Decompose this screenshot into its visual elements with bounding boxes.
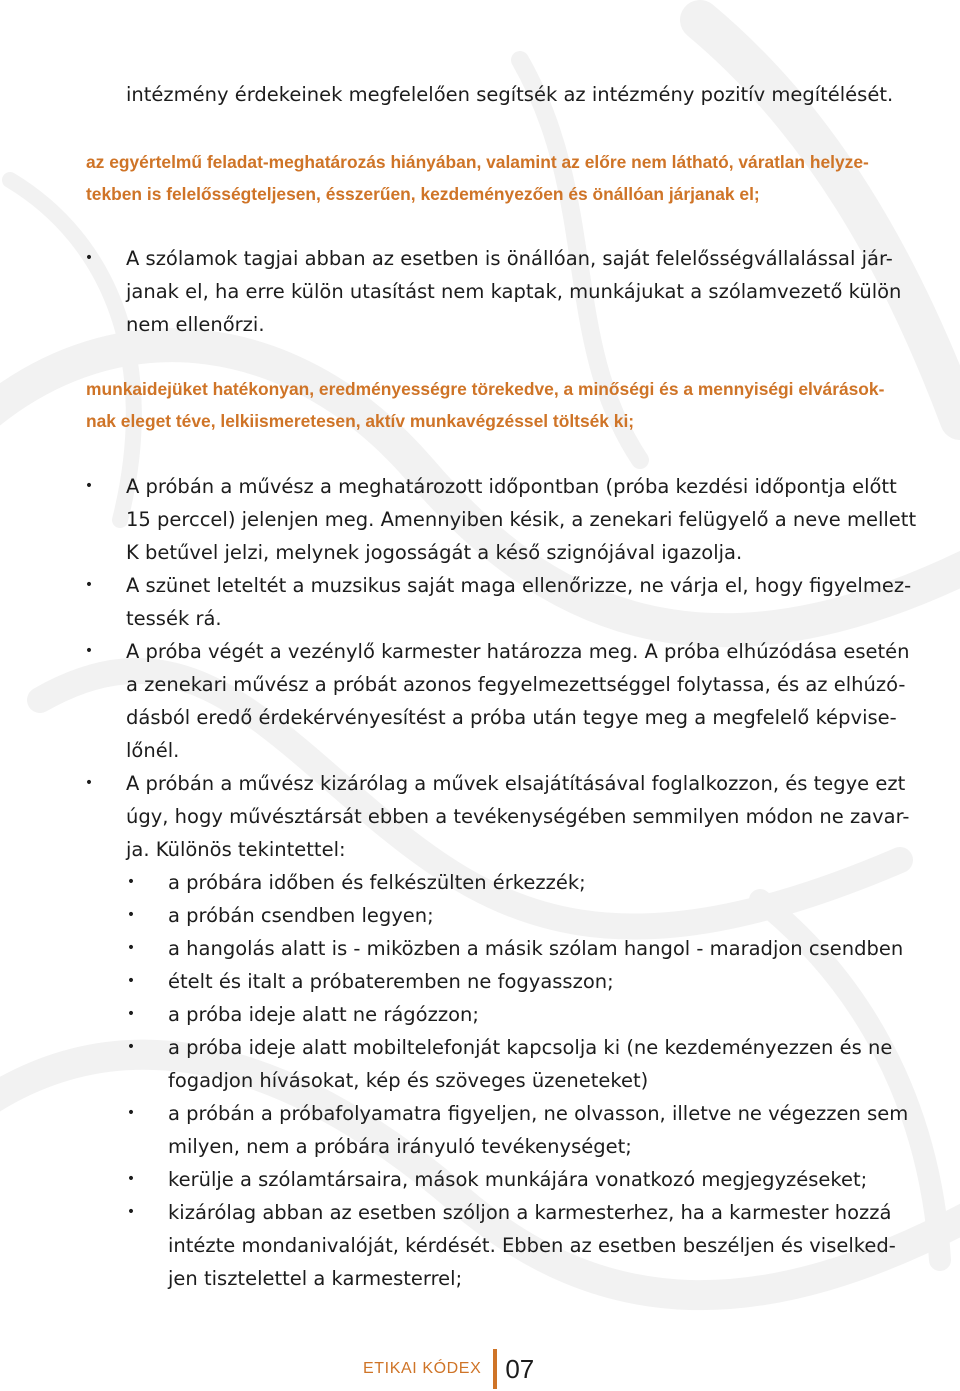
list-item [84,470,917,569]
continuation-text: intézmény érdekeinek megfelelően segítsék az intézmény pozitív megítélését. [126,83,894,106]
bullet-icon: • [126,1171,136,1187]
list-item-line: kerülje a szólamtársaira, mások munkájára vonatkozó megjegyzéseket; [168,1168,868,1191]
bullet-icon: • [126,874,136,890]
bullet-icon: • [84,577,94,593]
list-item-line: a próbára időben és felkészülten érkezzék; [168,871,586,894]
list-item-line: milyen, nem a próbára irányuló tevékenységet; [168,1135,632,1158]
bullet-icon: • [84,250,94,266]
list-item [126,965,896,998]
bullet-icon: • [126,1039,136,1055]
bullet-icon: • [84,643,94,659]
bullet-icon: • [84,478,94,494]
page-number: 07 [505,1353,535,1384]
footer-divider [493,1349,497,1389]
bullet-icon: • [84,775,94,791]
list-item-line: ételt és italt a próbateremben ne fogyasszon; [168,970,614,993]
heading-line: nak eleget téve, lelkiismeretesen, aktív munkavégzéssel töltsék ki; [86,411,635,431]
bullet-list-2 [84,470,917,1295]
list-item-line: a próbán a próbafolyamatra figyeljen, ne olvasson, illetve ne végezzen sem [168,1102,909,1125]
bullet-icon: • [126,940,136,956]
list-item [126,1097,909,1163]
heading-line: tekben is felelősségteljesen, ésszerűen, kezdeményezően és önállóan járjanak el; [86,184,760,204]
list-item-line: jen tisztelettel a karmesterrel; [168,1267,463,1290]
heading-line: az egyértelmű feladat-meghatározás hiányában, valamint az előre nem látható, váratlan helyze- [86,152,869,172]
list-item-line: intézte mondanivalóját, kérdését. Ebben az esetben beszéljen és viselked- [168,1234,896,1257]
list-item-line: tessék rá. [126,607,222,630]
list-item-line: ja. Különös tekintettel: [126,838,346,861]
list-item-line: A próbán a művész kizárólag a művek elsajátításával foglalkozzon, és tegye ezt [126,772,906,795]
list-item [126,998,896,1031]
list-item-line: 15 perccel) jelenjen meg. Amennyiben késik, a zenekari felügyelő a neve mellett [126,508,917,531]
footer-title: ETIKAI KÓDEX [363,1360,482,1377]
bullet-icon: • [126,1105,136,1121]
bullet-icon: • [126,1006,136,1022]
list-item-line: A próbán a művész a meghatározott időpontban (próba kezdési időpontja előtt [126,475,897,498]
list-item-line: kizárólag abban az esetben szóljon a karmesterhez, ha a karmester hozzá [168,1201,892,1224]
list-item-line: úgy, hogy művésztársát ebben a tevékenységében semmilyen módon ne zavar- [126,805,910,828]
list-item [126,1196,896,1295]
list-item-line: lőnél. [126,739,180,762]
bullet-icon: • [126,1204,136,1220]
bullet-icon: • [126,973,136,989]
list-item [84,767,910,1295]
list-item-line: dásból eredő érdekérvényesítést a próba után tegye meg a megfelelő képvise- [126,706,897,729]
list-item-line: a próba ideje alatt ne rágózzon; [168,1003,479,1026]
list-item [126,1031,896,1097]
list-item-line: K betűvel jelzi, melynek jogosságát a késő szignójával igazolja. [126,541,743,564]
list-item-line: a próba ideje alatt mobiltelefonját kapcsolja ki (ne kezdeményezzen és ne [168,1036,893,1059]
bullet-list-1 [84,242,902,341]
list-item [126,932,904,965]
list-item-line: fogadjon hívásokat, kép és szöveges üzeneteket) [168,1069,649,1092]
list-item-line: A szólamok tagjai abban az esetben is önállóan, saját felelősségvállalással jár- [126,247,893,270]
list-item-line: a próbán csendben legyen; [168,904,434,927]
list-item-line: janak el, ha erre külön utasítást nem kaptak, munkájukat a szólamvezető külön [126,280,902,303]
nested-bullet-list [126,866,909,1295]
list-item [84,242,902,341]
list-item-line: A próba végét a vezénylő karmester határozza meg. A próba elhúzódása esetén [126,640,910,663]
list-item [84,569,912,635]
list-item [126,899,896,932]
list-item [126,866,896,899]
heading-line: munkaidejüket hatékonyan, eredményességre törekedve, a minőségi és a mennyiségi elvárások- [86,379,885,399]
list-item [126,1163,896,1196]
list-item-line: A szünet leteltét a muzsikus saját maga ellenőrizze, ne várja el, hogy figyelmez- [126,574,912,597]
list-item-line: a zenekari művész a próbát azonos fegyelmezettséggel folytassa, és az elhúzó- [126,673,906,696]
list-item-line: a hangolás alatt is - miközben a másik szólam hangol - maradjon csendben [168,937,904,960]
list-item-line: nem ellenőrzi. [126,313,265,336]
section-heading-2 [86,373,896,437]
section-heading-1 [86,146,896,210]
bullet-icon: • [126,907,136,923]
list-item [84,635,910,767]
page-footer [363,1347,534,1391]
